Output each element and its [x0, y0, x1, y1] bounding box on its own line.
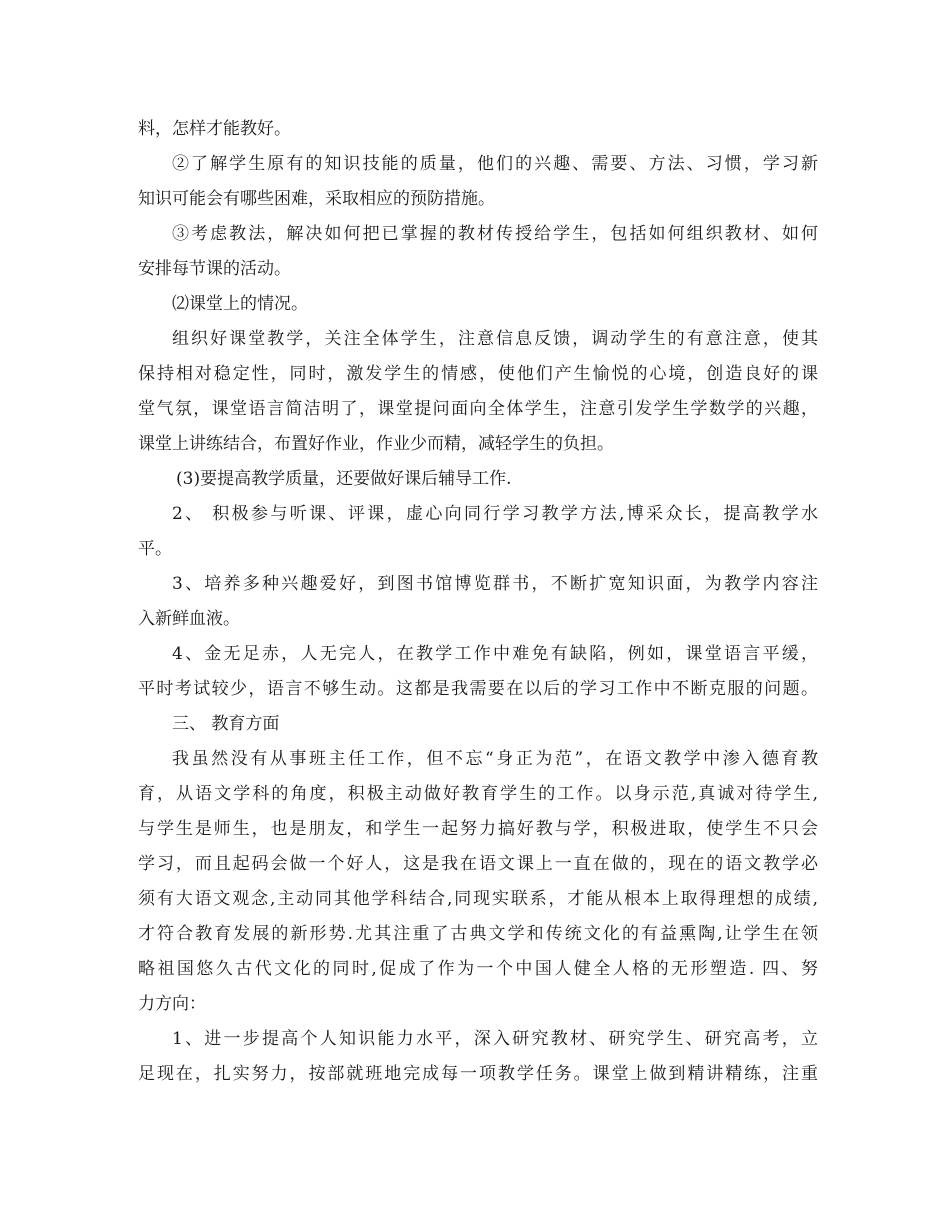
text-line: 2、 积极参与听课、评课，虚心向同行学习教学方法,博采众长，提高教学水: [172, 504, 818, 524]
text-line: ③考虑教法，解决如何把已掌握的教材传授给学生，包括如何组织教材、如何: [172, 224, 818, 244]
document-body: [138, 112, 818, 1092]
text-line: 保持相对稳定性，同时，激发学生的情感，使他们产生愉悦的心境，创造良好的课: [138, 364, 818, 384]
text-line: 堂气氛，课堂语言简洁明了，课堂提问面向全体学生，注意引发学生学数学的兴趣，: [138, 399, 818, 419]
text-line: 学习，而且起码会做一个好人，这是我在语文课上一直在做的，现在的语文教学必: [138, 854, 818, 874]
text-line: 须有大语文观念,主动同其他学科结合,同现实联系，才能从根本上取得理想的成绩,: [138, 889, 818, 909]
text-line: 力方向：: [138, 994, 206, 1014]
section-heading: 三、 教育方面: [172, 714, 280, 734]
text-line: 与学生是师生，也是朋友，和学生一起努力搞好教与学，积极进取，使学生不只会: [138, 819, 818, 839]
text-line: 3、培养多种兴趣爱好，到图书馆博览群书，不断扩宽知识面，为教学内容注: [172, 574, 818, 594]
text-line: 略祖国悠久古代文化的同时,促成了作为一个中国人健全人格的无形塑造. 四、努: [138, 959, 818, 979]
text-line: 料，怎样才能教好。: [138, 119, 291, 139]
text-line: 才符合教育发展的新形势.尤其注重了古典文学和传统文化的有益熏陶,让学生在领: [138, 924, 818, 944]
text-line: (3)要提高教学质量，还要做好课后辅导工作.: [176, 469, 512, 489]
text-line: 育，从语文学科的角度，积极主动做好教育学生的工作。以身示范,真诚对待学生,: [138, 784, 818, 804]
text-line: 我虽然没有从事班主任工作，但不忘“身正为范”，在语文教学中渗入德育教: [172, 749, 818, 769]
text-line: 平。: [138, 539, 172, 559]
text-line: ⑵课堂上的情况。: [172, 294, 308, 314]
text-line: 课堂上讲练结合，布置好作业，作业少而精，减轻学生的负担。: [138, 434, 614, 454]
text-line: 平时考试较少，语言不够生动。这都是我需要在以后的学习工作中不断克服的问题。: [138, 679, 818, 699]
text-line: 知识可能会有哪些困难，采取相应的预防措施。: [138, 189, 495, 209]
text-line: ②了解学生原有的知识技能的质量，他们的兴趣、需要、方法、习惯，学习新: [172, 154, 818, 174]
text-line: 安排每节课的活动。: [138, 259, 291, 279]
text-line: 足现在，扎实努力，按部就班地完成每一项教学任务。课堂上做到精讲精练，注重: [138, 1064, 818, 1084]
text-line: 4、金无足赤，人无完人，在教学工作中难免有缺陷，例如，课堂语言平缓，: [172, 644, 818, 664]
text-line: 1、进一步提高个人知识能力水平，深入研究教材、研究学生、研究高考，立: [172, 1029, 818, 1049]
text-line: 入新鲜血液。: [138, 609, 240, 629]
text-line: 组织好课堂教学，关注全体学生，注意信息反馈，调动学生的有意注意，使其: [172, 329, 818, 349]
